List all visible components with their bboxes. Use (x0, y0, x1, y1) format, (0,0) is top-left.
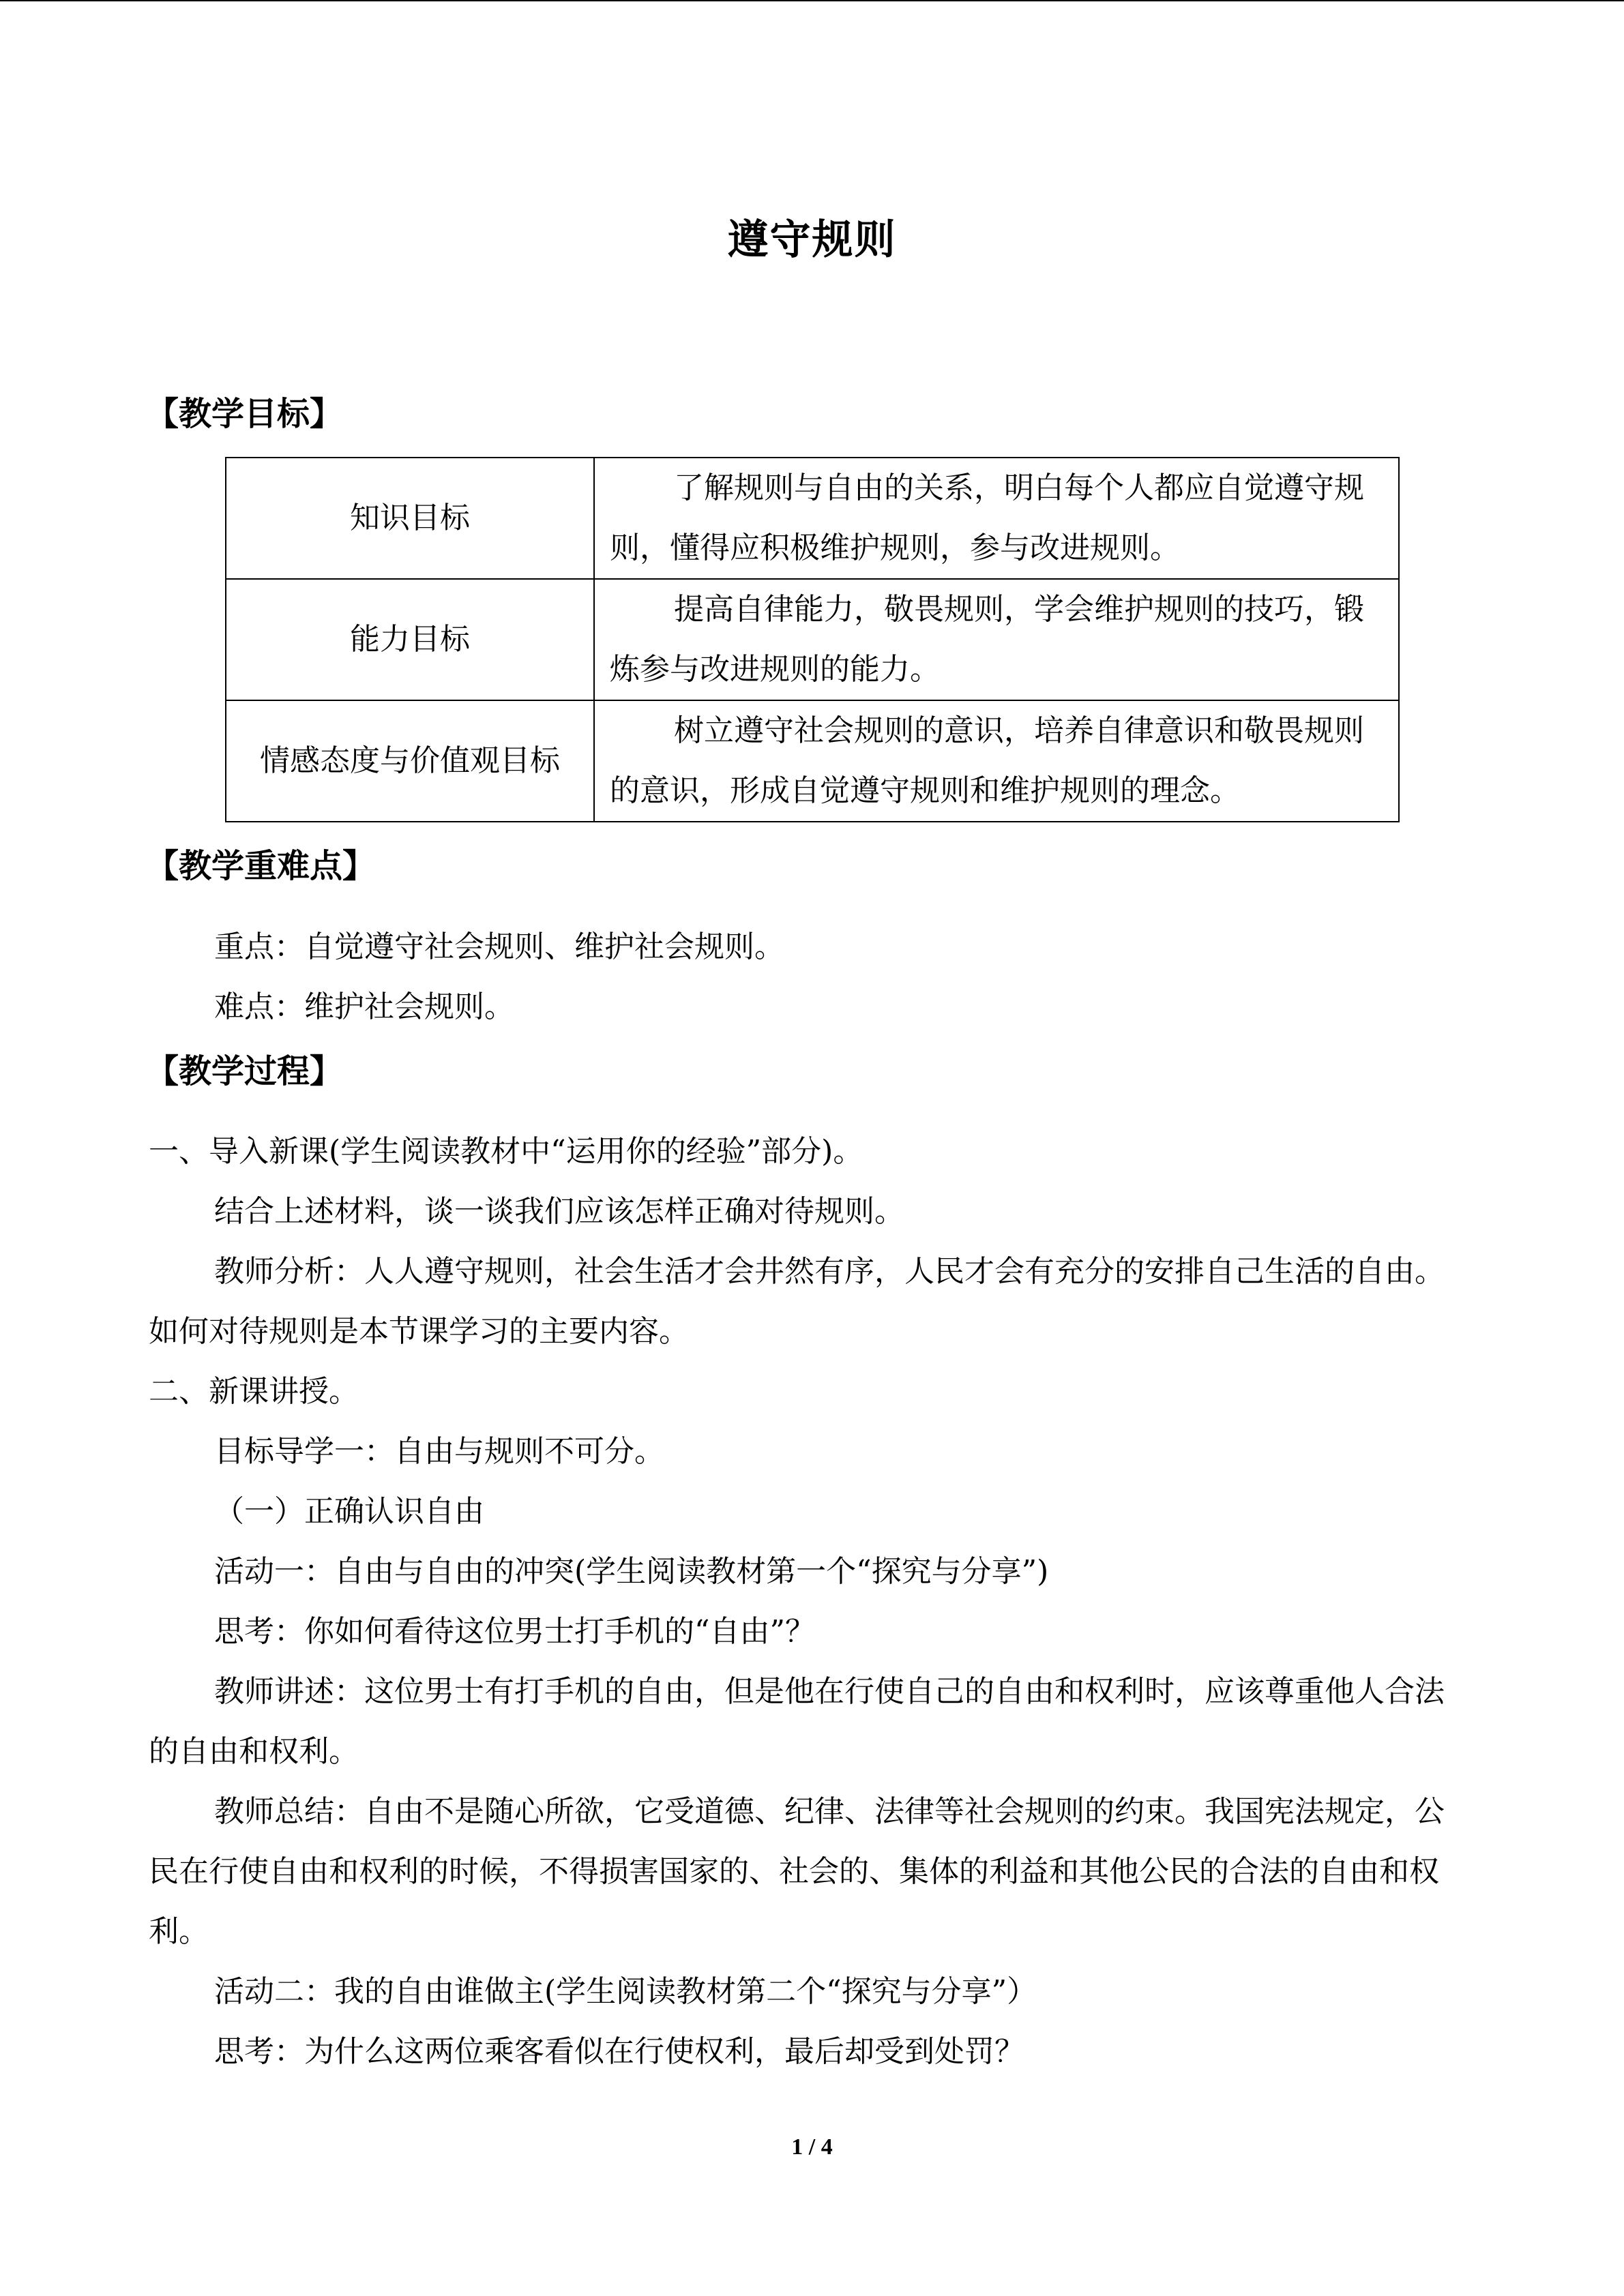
process-paragraph: 二、新课讲授。 (149, 1374, 359, 1409)
process-paragraph: 教师讲述：这位男士有打手机的自由，但是他在行使自己的自由和权利时，应该尊重他人合法的自由和权利。 (149, 1674, 1445, 1769)
process-paragraph: 一、导入新课(学生阅读教材中“运用你的经验”部分)。 (149, 1134, 863, 1169)
top-border-line (0, 0, 1624, 1)
goal-label-values: 情感态度与价值观目标 (226, 700, 594, 822)
table-row (226, 700, 1399, 822)
key-point-text: 重点：自觉遵守社会规则、维护社会规则。 (214, 929, 784, 964)
goal-label-ability: 能力目标 (226, 579, 594, 700)
process-paragraph: 结合上述材料，谈一谈我们应该怎样正确对待规则。 (214, 1194, 904, 1229)
difficulty-text: 难点：维护社会规则。 (214, 989, 514, 1024)
document-title: 遵守规则 (727, 216, 897, 264)
key-points-block (149, 917, 1458, 1037)
process-paragraph: 思考：为什么这两位乘客看似在行使权利，最后却受到处罚？ (214, 2034, 1024, 2069)
process-paragraph: 活动二：我的自由谁做主(学生阅读教材第二个“探究与分享”） (214, 1974, 1037, 2009)
process-paragraph: 活动一：自由与自由的冲突(学生阅读教材第一个“探究与分享”) (214, 1554, 1049, 1589)
table-row (226, 458, 1399, 579)
section-heading-key-points: 【教学重难点】 (146, 847, 376, 885)
goal-desc-ability: 提高自律能力，敬畏规则，学会维护规则的技巧，锻炼参与改进规则的能力。 (594, 579, 1399, 700)
process-paragraph: 教师分析：人人遵守规则，社会生活才会井然有序，人民才会有充分的安排自己生活的自由。如何对待规则是本节课学习的主要内容。 (149, 1254, 1445, 1349)
goal-label-knowledge: 知识目标 (226, 458, 594, 579)
page-number: 1 / 4 (791, 2134, 833, 2160)
section-heading-teaching-process: 【教学过程】 (146, 1052, 343, 1090)
process-paragraph: 思考：你如何看待这位男士打手机的“自由”？ (214, 1614, 815, 1649)
process-paragraph: 教师总结：自由不是随心所欲，它受道德、纪律、法律等社会规则的约束。我国宪法规定，公民在行使自由和权利的时候，不得损害国家的、社会的、集体的利益和其他公民的合法的自由和权利。 (149, 1794, 1445, 1949)
process-paragraph: 目标导学一：自由与规则不可分。 (214, 1434, 664, 1469)
teaching-goals-table (225, 457, 1400, 822)
table-row (226, 579, 1399, 700)
teaching-process-block (149, 1122, 1458, 2082)
goal-desc-values: 树立遵守社会规则的意识，培养自律意识和敬畏规则的意识，形成自觉遵守规则和维护规则的理念。 (594, 700, 1399, 822)
section-heading-teaching-goals: 【教学目标】 (146, 395, 343, 433)
process-paragraph: （一）正确认识自由 (214, 1494, 484, 1529)
goal-desc-knowledge: 了解规则与自由的关系，明白每个人都应自觉遵守规则，懂得应积极维护规则，参与改进规则。 (594, 458, 1399, 579)
